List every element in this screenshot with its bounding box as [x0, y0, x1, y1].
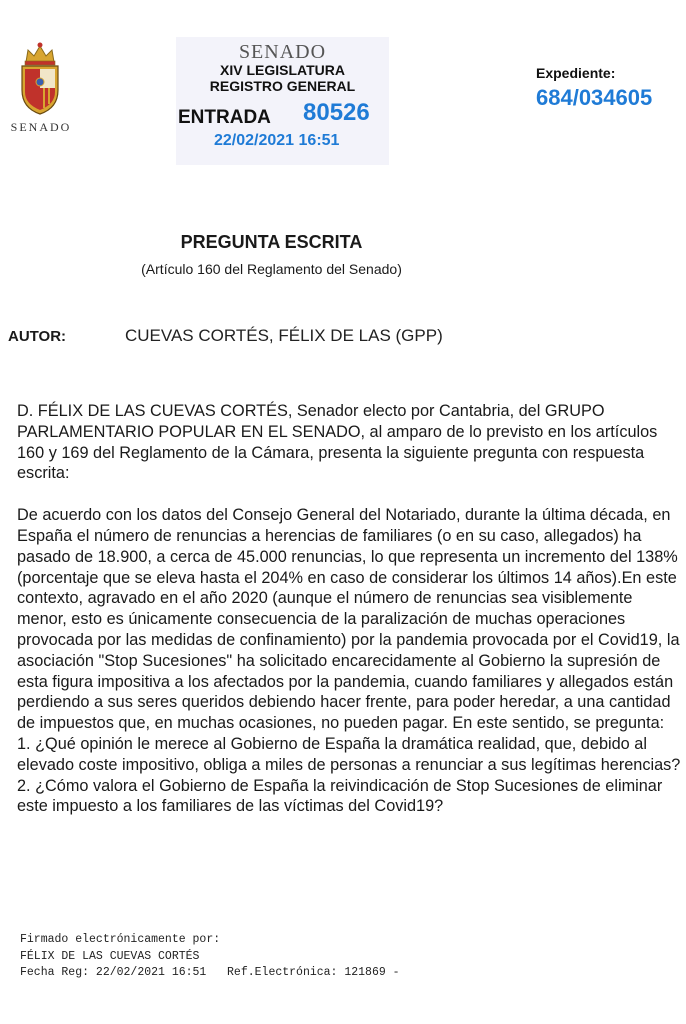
stamp-registro: REGISTRO GENERAL [209, 78, 356, 94]
expediente-number: 684/034605 [536, 85, 653, 110]
document-body [17, 401, 685, 817]
autor-label: AUTOR: [8, 328, 67, 345]
expediente-label: Expediente: [536, 65, 616, 81]
stamp-entrada-number: 80526 [303, 99, 370, 126]
stamp-senado: SENADO [238, 41, 327, 63]
signature-line-2: FÉLIX DE LAS CUEVAS CORTÉS [20, 949, 200, 963]
context-paragraph: De acuerdo con los datos del Consejo General del Notariado, durante la última década, en España el número de renuncias a herencias de familiares (o en su caso, allegados) ha pasado de 18.900, a cerca de 45.000 renuncias, lo que representa un incremento del 138% (porcentaje que se eleva hasta el 204% en caso de considerar los últimos 14 años).En este contexto, agravado en el año 2020 (aunque el número de renuncias sea visiblemente menor, esto es únicamente consecuencia de la paralización de muchas operaciones provocada por las medidas de confinamiento) por la pandemia provocada por el Covid19, la asociación "Stop Sucesiones" ha solicitado encarecidamente al Gobierno la supresión de esta figura impositiva a los afectados por la pandemia, cuando familiares y allegados están perdiendo a sus seres queridos debiendo hacer frente, para poder heredar, a una cantidad de impuestos que, en muchas ocasiones, no pueden pagar. En este sentido, se pregunta: [17, 506, 680, 733]
stamp-datetime: 22/02/2021 16:51 [214, 132, 340, 149]
intro-paragraph: D. FÉLIX DE LAS CUEVAS CORTÉS, Senador electo por Cantabria, del GRUPO PARLAMENTARIO POPULAR EN EL SENADO, al amparo de lo previsto en los artículos 160 y 169 del Reglamento de la Cámara, presenta la siguiente pregunta con respuesta escrita: [17, 402, 658, 483]
registry-stamp [176, 37, 389, 165]
senado-crest-icon [16, 40, 64, 120]
stamp-entrada-label: ENTRADA [178, 107, 271, 128]
electronic-signature [20, 932, 400, 982]
crest-label: SENADO [10, 120, 72, 134]
signature-line-3: Fecha Reg: 22/02/2021 16:51 Ref.Electrónica: 121869 - [20, 966, 400, 979]
question-1: 1. ¿Qué opinión le merece al Gobierno de España la dramática realidad, que, debido al elevado coste impositivo, obliga a miles de personas a renunciar a sus legítimas herencias? [17, 734, 681, 774]
document-title: PREGUNTA ESCRITA [180, 232, 363, 252]
autor-value: CUEVAS CORTÉS, FÉLIX DE LAS (GPP) [125, 326, 443, 345]
question-2: 2. ¿Cómo valora el Gobierno de España la reivindicación de Stop Sucesiones de eliminar este impuesto a los familiares de las víctimas del Covid19? [17, 776, 663, 816]
stamp-legislatura: XIV LEGISLATURA [220, 62, 345, 78]
document-subtitle: (Artículo 160 del Reglamento del Senado) [141, 261, 402, 277]
signature-line-1: Firmado electrónicamente por: [20, 933, 221, 946]
